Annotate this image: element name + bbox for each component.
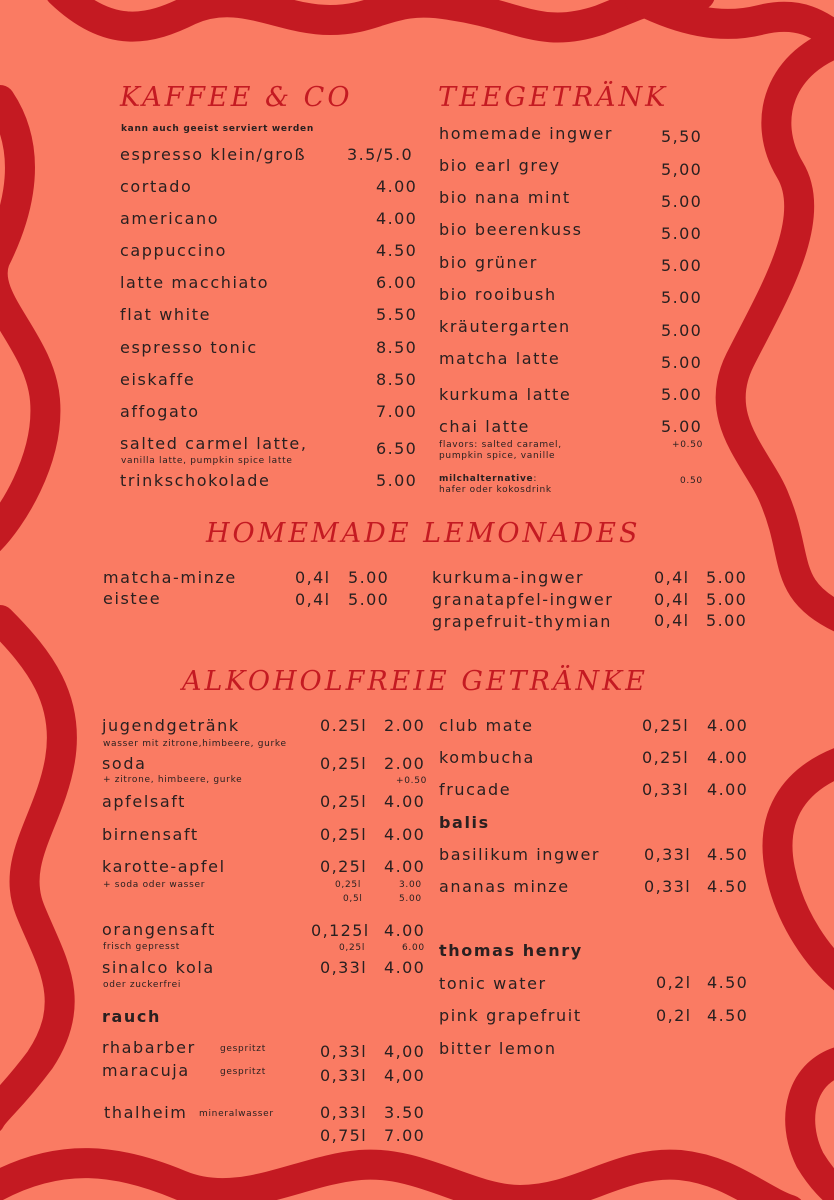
- drink-size: 0,125l: [311, 921, 370, 940]
- milk-colon: :: [533, 474, 538, 484]
- menu-item-price: 8.50: [376, 370, 418, 389]
- drink-size: 0,33l: [320, 1103, 368, 1122]
- menu-item-name: trinkschokolade: [120, 471, 271, 490]
- drink-note: mineralwasser: [199, 1109, 274, 1119]
- menu-item-price: 5.00: [661, 385, 703, 404]
- drink-size: 0,2l: [656, 973, 692, 992]
- drink-name: ananas minze: [439, 877, 570, 896]
- drink-price: 4.50: [707, 845, 749, 864]
- drink-note: gespritzt: [220, 1067, 266, 1077]
- lemonade-price: 5.00: [706, 611, 748, 630]
- lemonade-name: granatapfel-ingwer: [432, 590, 614, 609]
- drink-name: karotte-apfel: [102, 857, 226, 876]
- drink-name: rhabarber: [102, 1038, 196, 1057]
- drink-price: 4.00: [384, 825, 426, 844]
- drink-sub: + soda oder wasser: [103, 880, 206, 890]
- menu-item-price: 5.00: [661, 224, 703, 243]
- drink-name: orangensaft: [102, 920, 216, 939]
- drink-name: basilikum ingwer: [439, 845, 601, 864]
- menu-item-price: 8.50: [376, 338, 418, 357]
- drink-price: 4.00: [384, 958, 426, 977]
- lemonade-price: 5.00: [706, 590, 748, 609]
- lemonade-size: 0,4l: [654, 590, 690, 609]
- drink-size: 0.25l: [320, 716, 368, 735]
- drink-sub-price: 3.00: [399, 880, 422, 890]
- alkoholfrei-title: ALKOHOLFREIE GETRÄNKE: [182, 666, 648, 697]
- drink-price: 4.00: [384, 857, 426, 876]
- drink-note: gespritzt: [220, 1044, 266, 1054]
- menu-item-price: 5.00: [376, 471, 418, 490]
- drink-price: 4.00: [384, 792, 426, 811]
- menu-item-name: eiskaffe: [120, 370, 196, 389]
- lemonade-size: 0,4l: [295, 568, 331, 587]
- menu-item-name: salted carmel latte,: [120, 434, 308, 453]
- drink-size: 0,25l: [320, 825, 368, 844]
- drink-name: tonic water: [439, 974, 547, 993]
- menu-item-sub: vanilla latte, pumpkin spice latte: [121, 456, 293, 466]
- menu-item-price: 5,50: [661, 127, 703, 146]
- menu-item-price: 3.5/5.0: [347, 145, 414, 164]
- lemonade-name: kurkuma-ingwer: [432, 568, 585, 587]
- lemonade-price: 5.00: [348, 568, 390, 587]
- drink-price: 4.50: [707, 877, 749, 896]
- drink-sub-size: 0,25l: [335, 880, 362, 890]
- drink-price: 4,00: [384, 1066, 426, 1085]
- menu-item-name: espresso klein/groß: [120, 145, 307, 164]
- menu-item-name: chai latte: [439, 417, 530, 436]
- menu-item-name: flat white: [120, 305, 212, 324]
- menu-item-price: 6.00: [376, 273, 418, 292]
- menu-item-name: affogato: [120, 402, 200, 421]
- drink-price: 4.00: [707, 748, 749, 767]
- drink-name: maracuja: [102, 1061, 190, 1080]
- drink-size: 0,33l: [642, 780, 690, 799]
- menu-item-name: espresso tonic: [120, 338, 258, 357]
- rauch-label: rauch: [102, 1007, 161, 1026]
- menu-item-price: 5.00: [661, 321, 703, 340]
- drink-name: jugendgetränk: [102, 716, 240, 735]
- lemonade-size: 0,4l: [654, 611, 690, 630]
- drink-price: 4.00: [384, 921, 426, 940]
- drink-name: kombucha: [439, 748, 535, 767]
- menu-item-name: kräutergarten: [439, 317, 571, 336]
- drink-name: apfelsaft: [102, 792, 187, 811]
- menu-item-name: latte macchiato: [120, 273, 270, 292]
- tee-title: TEEGETRÄNK: [438, 82, 669, 113]
- menu-item-name: bio beerenkuss: [439, 220, 583, 239]
- drink-name: birnensaft: [102, 825, 199, 844]
- menu-item-price: 6.50: [376, 439, 418, 458]
- menu-item-price: 5.00: [661, 288, 703, 307]
- menu-item-name: cappuccino: [120, 241, 228, 260]
- drink-size: 0,33l: [320, 1042, 368, 1061]
- menu-item-price: 5.00: [661, 192, 703, 211]
- drink-size: 0,75l: [320, 1126, 368, 1145]
- menu-item-price: 4.50: [376, 241, 418, 260]
- drink-price: 4.50: [707, 973, 749, 992]
- menu-item-name: kurkuma latte: [439, 385, 572, 404]
- kaffee-note: kann auch geeist serviert werden: [121, 124, 314, 134]
- drink-size: 0,25l: [320, 857, 368, 876]
- lemonade-price: 5.00: [706, 568, 748, 587]
- lemonade-name: grapefruit-thymian: [432, 612, 613, 631]
- tee-flavors-line: pumpkin spice, vanille: [439, 451, 556, 461]
- drink-sub-size: 0,5l: [343, 894, 363, 904]
- lemonade-name: matcha-minze: [103, 568, 237, 587]
- menu-item-name: bio earl grey: [439, 156, 561, 175]
- lemonade-name: eistee: [103, 589, 162, 608]
- drink-name: bitter lemon: [439, 1039, 557, 1058]
- drink-sub: oder zuckerfrei: [103, 980, 182, 990]
- drink-name: club mate: [439, 716, 534, 735]
- menu-item-price: 7.00: [376, 402, 418, 421]
- drink-size: 0,33l: [644, 877, 692, 896]
- tee-flavors-price: +0.50: [672, 440, 704, 450]
- menu-item-name: homemade ingwer: [439, 124, 614, 143]
- drink-sub-price: 6.00: [402, 943, 425, 953]
- drink-sub: wasser mit zitrone,himbeere, gurke: [103, 739, 287, 749]
- drink-price: 2.00: [384, 716, 426, 735]
- menu-item-name: bio rooibush: [439, 285, 557, 304]
- menu-item-name: matcha latte: [439, 349, 561, 368]
- menu-item-name: bio grüner: [439, 253, 538, 272]
- drink-size: 0,25l: [320, 792, 368, 811]
- menu-item-name: cortado: [120, 177, 193, 196]
- menu-item-price: 4.00: [376, 177, 418, 196]
- menu-item-name: americano: [120, 209, 220, 228]
- tee-milk-label: [439, 474, 537, 484]
- lemonades-title: HOMEMADE LEMONADES: [206, 518, 641, 549]
- drink-size: 0,33l: [644, 845, 692, 864]
- drink-price: 7.00: [384, 1126, 426, 1145]
- drink-size: 0,33l: [320, 958, 368, 977]
- drink-size: 0,2l: [656, 1006, 692, 1025]
- drink-size: 0,25l: [642, 716, 690, 735]
- menu-item-price: 4.00: [376, 209, 418, 228]
- drink-name: thalheim: [104, 1103, 188, 1122]
- tee-flavors-line: flavors: salted caramel,: [439, 440, 562, 450]
- drink-name: sinalco kola: [102, 958, 215, 977]
- drink-name: soda: [102, 754, 147, 773]
- drink-sub-size: 0,25l: [339, 943, 366, 953]
- drink-size: 0,25l: [642, 748, 690, 767]
- menu-item-name: bio nana mint: [439, 188, 571, 207]
- menu-item-price: 5.00: [661, 256, 703, 275]
- tee-milk-price: 0.50: [680, 476, 703, 486]
- drink-price: 4.00: [707, 780, 749, 799]
- drink-sub: frisch gepresst: [103, 942, 180, 952]
- drink-name: frucade: [439, 780, 512, 799]
- menu-item-price: 5,00: [661, 160, 703, 179]
- drink-price: 4,00: [384, 1042, 426, 1061]
- menu-item-price: 5.00: [661, 417, 703, 436]
- lemonade-size: 0,4l: [295, 590, 331, 609]
- drink-size: 0,33l: [320, 1066, 368, 1085]
- lemonade-price: 5.00: [348, 590, 390, 609]
- drink-price: 2.00: [384, 754, 426, 773]
- drink-size: 0,25l: [320, 754, 368, 773]
- tee-milk-line: hafer oder kokosdrink: [439, 485, 552, 495]
- drink-price: 3.50: [384, 1103, 426, 1122]
- menu-item-price: 5.50: [376, 305, 418, 324]
- milk-label: milchalternative: [439, 474, 534, 484]
- thomas-henry-label: thomas henry: [439, 941, 583, 960]
- drink-price: 4.00: [707, 716, 749, 735]
- drink-extra-price: +0.50: [396, 776, 428, 786]
- drink-sub-price: 5.00: [399, 894, 422, 904]
- drink-sub: + zitrone, himbeere, gurke: [103, 775, 243, 785]
- drink-price: 4.50: [707, 1006, 749, 1025]
- balis-label: balis: [439, 813, 490, 832]
- lemonade-size: 0,4l: [654, 568, 690, 587]
- drink-name: pink grapefruit: [439, 1006, 582, 1025]
- menu-item-price: 5.00: [661, 353, 703, 372]
- kaffee-title: KAFFEE & CO: [120, 82, 353, 113]
